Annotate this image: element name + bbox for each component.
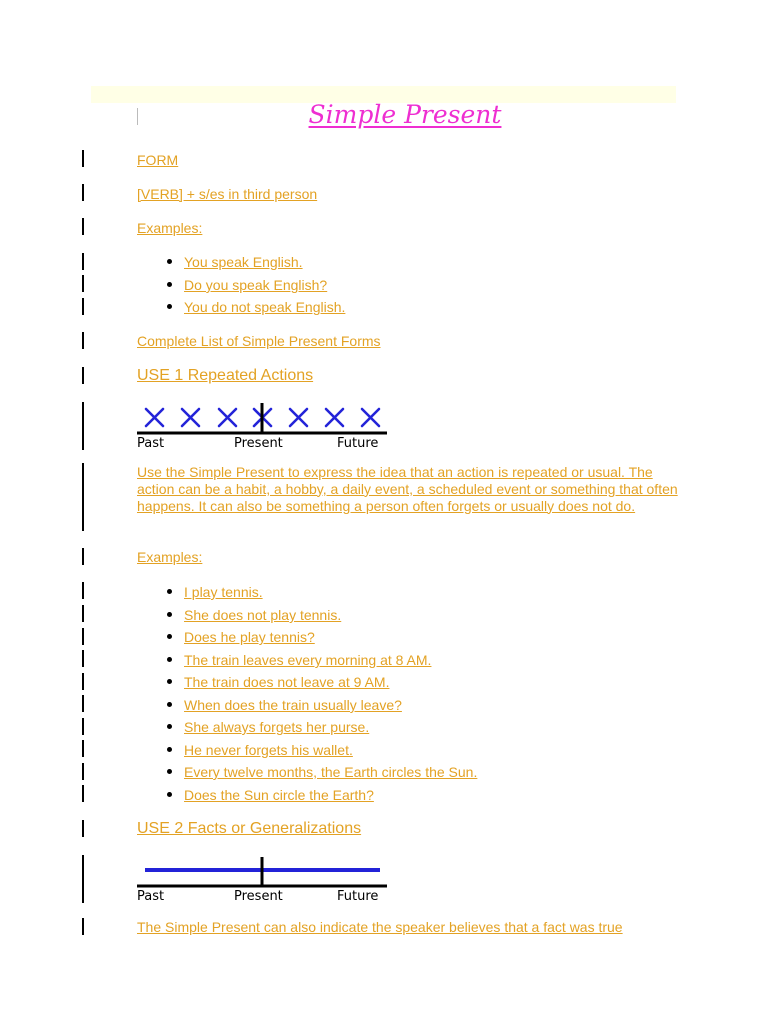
use2-paragraph[interactable]: The Simple Present can also indicate the speaker believes that a fact was true xyxy=(137,919,623,935)
label-present: Present xyxy=(234,889,283,904)
change-bar xyxy=(82,150,84,167)
timeline-x-mark xyxy=(326,409,343,426)
bullet xyxy=(167,259,172,264)
form-text-link[interactable]: [VERB] + s/es in third person xyxy=(137,186,318,202)
example-item[interactable]: You do not speak English. xyxy=(184,299,346,315)
example-item[interactable]: You speak English. xyxy=(184,254,303,270)
timeline-x-mark xyxy=(219,409,236,426)
change-bar xyxy=(82,650,84,667)
change-bar xyxy=(82,740,84,757)
change-bar xyxy=(82,918,84,935)
example-item[interactable]: He never forgets his wallet. xyxy=(184,742,353,758)
change-bar xyxy=(82,463,84,531)
bullet xyxy=(167,304,172,309)
bullet xyxy=(167,612,172,617)
label-future: Future xyxy=(337,889,379,904)
label-past: Past xyxy=(137,889,165,904)
use2-heading[interactable]: USE 2 Facts or Generalizations xyxy=(137,820,362,837)
bullet xyxy=(167,747,172,752)
timeline-repeated-actions xyxy=(137,402,392,452)
change-bar xyxy=(82,184,84,201)
bullet xyxy=(167,769,172,774)
change-bar xyxy=(82,820,84,837)
example-item[interactable]: She does not play tennis. xyxy=(184,607,342,623)
change-bar xyxy=(82,402,84,450)
change-bar xyxy=(82,253,84,270)
example-item[interactable]: Every twelve months, the Earth circles the Sun. xyxy=(184,764,478,780)
timeline-x-mark xyxy=(182,409,199,426)
example-item[interactable]: The train leaves every morning at 8 AM. xyxy=(184,652,432,668)
example-item[interactable]: When does the train usually leave? xyxy=(184,697,402,713)
change-bar xyxy=(82,605,84,622)
change-bar xyxy=(82,218,84,235)
label-future: Future xyxy=(337,436,379,451)
timeline-facts xyxy=(137,855,392,905)
use1-paragraph[interactable]: Use the Simple Present to express the idea that an action is repeated or usual. The action can be a habit, a hobby, a daily event, a scheduled event or something that often happens. It can also be something a person often forgets or usually does not do. xyxy=(137,464,678,514)
change-bar xyxy=(82,695,84,712)
change-bar xyxy=(82,855,84,903)
timeline-x-mark xyxy=(362,409,379,426)
change-bar xyxy=(82,785,84,802)
example-item[interactable]: She always forgets her purse. xyxy=(184,719,370,735)
bullet xyxy=(167,657,172,662)
use1-heading[interactable]: USE 1 Repeated Actions xyxy=(137,367,314,384)
form-link[interactable]: FORM xyxy=(137,152,179,168)
change-bar xyxy=(82,763,84,780)
change-bar xyxy=(82,582,84,599)
example-item[interactable]: Does the Sun circle the Earth? xyxy=(184,787,374,803)
change-bar xyxy=(82,673,84,690)
change-bar xyxy=(82,628,84,645)
change-bar xyxy=(82,298,84,315)
complete-list-link[interactable]: Complete List of Simple Present Forms xyxy=(137,333,381,349)
change-bar xyxy=(82,718,84,735)
bullet xyxy=(167,589,172,594)
timeline-x-mark xyxy=(290,409,307,426)
bullet xyxy=(167,679,172,684)
bullet xyxy=(167,724,172,729)
examples-link[interactable]: Examples: xyxy=(137,220,203,236)
bullet xyxy=(167,792,172,797)
change-bar xyxy=(82,548,84,565)
timeline-x-mark xyxy=(146,409,163,426)
example-item[interactable]: I play tennis. xyxy=(184,584,263,600)
change-bar xyxy=(82,332,84,349)
bullet xyxy=(167,282,172,287)
examples-link[interactable]: Examples: xyxy=(137,549,203,565)
bullet xyxy=(167,634,172,639)
label-past: Past xyxy=(137,436,165,451)
example-item[interactable]: Do you speak English? xyxy=(184,277,328,293)
bullet xyxy=(167,702,172,707)
change-bar xyxy=(82,275,84,292)
label-present: Present xyxy=(234,436,283,451)
example-item[interactable]: The train does not leave at 9 AM. xyxy=(184,674,390,690)
example-item[interactable]: Does he play tennis? xyxy=(184,629,315,645)
page-title: Simple Present xyxy=(308,100,502,129)
change-bar xyxy=(82,367,84,384)
